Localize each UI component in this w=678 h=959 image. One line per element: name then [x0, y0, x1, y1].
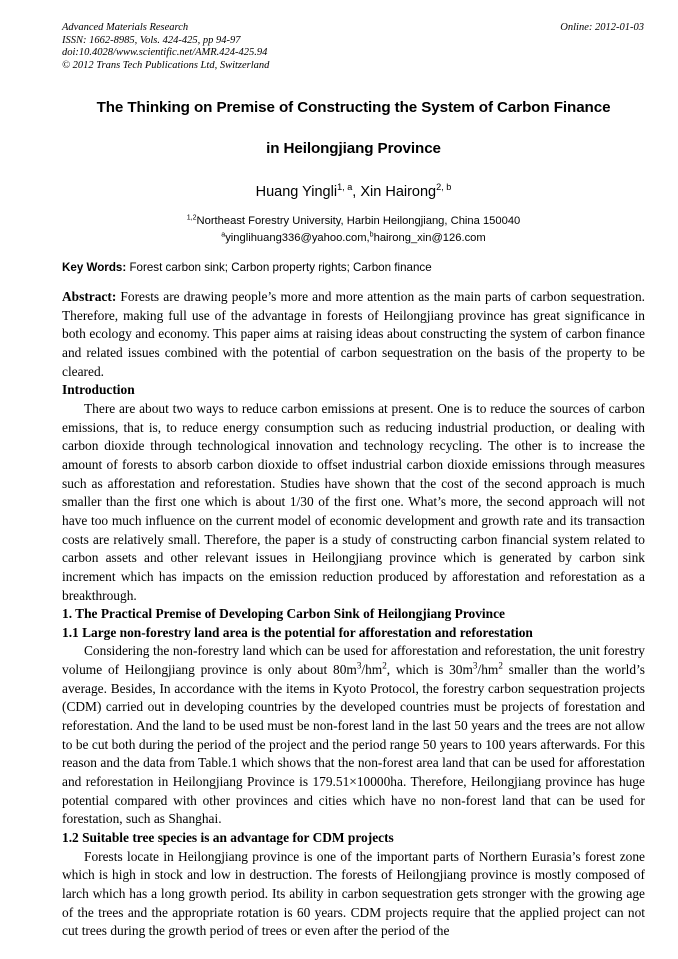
heading-introduction: Introduction [62, 382, 135, 398]
affiliation-text: Northeast Forestry University, Harbin Heilongjiang, China 150040 [196, 215, 521, 227]
affiliation-line [62, 214, 645, 229]
email-b-marker: b [369, 231, 374, 239]
issn-line: ISSN: 1662-8985, Vols. 424-425, pp 94-97 [62, 34, 241, 46]
keywords-text: Forest carbon sink; Carbon property rights; Carbon finance [126, 261, 432, 274]
section-1-1-text-part-3: , which is 30m [386, 662, 473, 678]
author-2-affiliation-marker: 2, b [436, 182, 452, 193]
author-1-affiliation-marker: 1, a [337, 182, 353, 193]
journal-name: Advanced Materials Research [62, 22, 189, 33]
author-1-name: Huang Yingli [255, 184, 338, 200]
title-line-1: The Thinking on Premise of Constructing the System of Carbon Finance [96, 99, 611, 116]
email-address-b: hairong_xin@126.com [373, 232, 486, 244]
section-1-1-text-part-5: smaller than the world’s average. Besides, In accordance with the items in Kyoto Protocol, the forestry carbon sequestration projects (CDM) carried out in developing countries by the developed countries must be projects of forestation and reforestation. And the land to be used must be non-forest land in the last 50 years and the trees are not allow to be cut both during the period of the project and the period range 50 years to 100 years afterwards. For this reason and the data from Table.1 which shows that the non-forest area land that can be used for afforestation and reforestation in Heilongjiang Province is 179.51×10000ha. Therefore, Heilongjiang province has huge potential compared with other provinces and cities which have no non-forest land that can be used for forestation, such as Shanghai. [62, 662, 645, 827]
journal-header [62, 22, 645, 78]
section-1-1-text-part-1: Considering the non-forestry land which can be used for afforestation and reforestation, the unit forestry volume of Heilongjiang province is only about 80m [62, 643, 645, 678]
unit-superscript-2: 2 [382, 660, 387, 671]
keywords-label: Key Words: [62, 261, 127, 274]
page-title [62, 98, 645, 159]
online-date: Online: 2012-01-03 [560, 22, 644, 33]
heading-section-1-1: 1.1 Large non-forestry land area is the potential for afforestation and reforestation [62, 624, 533, 640]
unit-superscript-4: 2 [498, 660, 503, 671]
abstract-block [62, 288, 645, 381]
section-1-1-text-part-4: /hm [477, 662, 499, 678]
doi-line: doi:10.4028/www.scientific.net/AMR.424-425.94 [62, 47, 268, 59]
title-line-2: in Heilongjiang Province [266, 140, 441, 157]
section-1-1-text-part-2: /hm [361, 662, 383, 678]
unit-superscript-3: 3 [472, 660, 478, 671]
section-1-1-paragraph [62, 642, 645, 829]
email-address-a: yinglihuang336@yahoo.com, [225, 232, 370, 244]
affiliation-marker: 1,2 [186, 214, 197, 222]
abstract-label: Abstract: [62, 289, 117, 304]
author-list [62, 183, 645, 201]
email-line [62, 231, 645, 246]
introduction-paragraph: There are about two ways to reduce carbon emissions at present. One is to reduce the sources of carbon emissions, that is, to reduce energy consumption such as reducing industrial production, or dealing with carbon dioxide through technological innovation and technology recycling. The other is to increase the amount of forests to absorb carbon dioxide to offset industrial carbon dioxide emissions through measures such as afforestation and reforestation. Studies have shown that the cost of the second approach is much smaller than the first one which is about 1/30 of the first one. What’s more, the second approach will not have too much influence on the current model of economic development and growth rate and its transaction costs are relatively small. Therefore, the paper is a study of constructing carbon financial system related to carbon assets and other relevant issues in Heilongjiang province which is generated by carbon sink increment which has impacts on the emission reduction produced by afforestation and reforestation as a breakthrough. [62, 400, 645, 603]
email-a-marker: a [221, 231, 226, 239]
author-separator: , [352, 184, 361, 200]
author-2-name: Xin Hairong [360, 184, 437, 200]
keywords-line [62, 260, 645, 275]
abstract-text: Forests are drawing people’s more and more attention as the main parts of carbon sequestration. Therefore, making full use of the advantage in forests of Heilongjiang province has great significance in both ecology and economy. This paper aims at raising ideas about constructing the system of carbon finance and related issues combined with the potential of carbon sequestration on the basis of the property to be cleared. [62, 289, 645, 379]
section-1-2-paragraph: Forests locate in Heilongjiang province is one of the important parts of Northern Eurasia’s forest zone which is high in stock and low in destruction. The forests of Heilongjiang province is mostly composed of larch which has a long growth period. Its ability in carbon sequestration gets stronger with the growing age of the trees and the appropriate rotation is 60 years. CDM projects require that the applied project can not cut trees during the growth period of trees or even after the period of the [62, 848, 645, 939]
copyright-line: © 2012 Trans Tech Publications Ltd, Switzerland [62, 59, 270, 71]
unit-superscript-1: 3 [356, 660, 362, 671]
heading-section-1-2: 1.2 Suitable tree species is an advantage for CDM projects [62, 830, 394, 846]
heading-section-1: 1. The Practical Premise of Developing Carbon Sink of Heilongjiang Province [62, 606, 505, 622]
